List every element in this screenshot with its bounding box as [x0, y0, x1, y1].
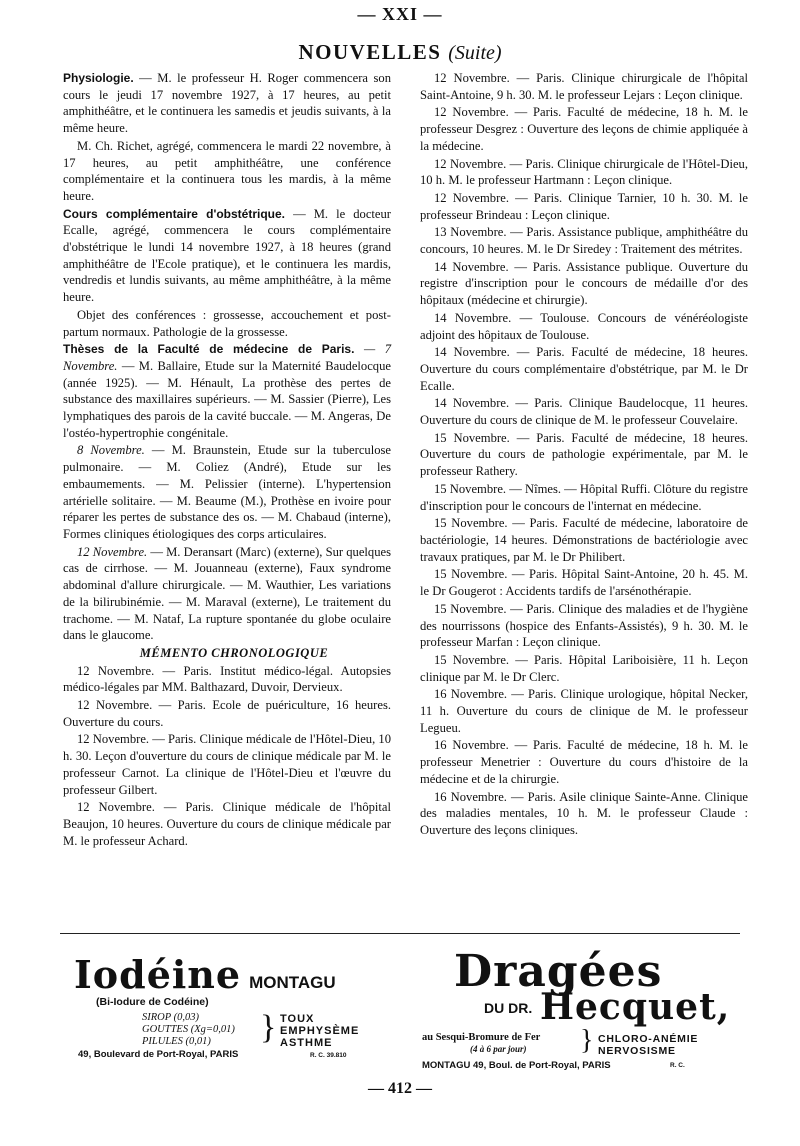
memento-item: 14 Novembre. — Toulouse. Concours de vénéréologiste adjoint des hôpitaux de Toulouse.	[420, 310, 748, 342]
advertisement-iodeine	[74, 952, 394, 1077]
memento-item: 12 Novembre. — Paris. Faculté de médecine, 18 h. M. le professeur Desgrez : Ouverture des leçons de chimie appliquée à la médecine.	[420, 105, 748, 153]
news-physiologie	[63, 70, 391, 137]
left-column	[63, 70, 391, 850]
date-label: 8 Novembre.	[77, 443, 145, 458]
news-theses	[63, 341, 391, 441]
paragraph-text: — M. Braunstein, Etude sur la tuberculose pulmonaire. — M. Coliez (André), Etude sur les embaumements. — M. Pelissier (interne). L'hypertension artérielle solitaire. — M. Beaume (M.), Prothèse en ivoire pour réparer les pertes de substance des os. — M. Chabaud (interne), Formes cliniques étiologiques des corps articulaires.	[63, 443, 391, 541]
paragraph-text: — M. Deransart (Marc) (externe), Sur quelques cas de cirrhose. — M. Jouanneau (externe), Faux syndrome abdominal d'allure chirurgicale. — M. Wauthier, Les variations de la bilirubinémie. — M. Maraval (externe), Le traitement du trachome. — M. Nataf, La rupture spontanée du globe oculaire dans le glaucome.	[63, 544, 391, 643]
ad-indications	[280, 1013, 359, 1049]
memento-item: 16 Novembre. — Paris. Asile clinique Sainte-Anne. Clinique des maladies mentales, 10 h. M. le professeur Claude : Ouverture des leçons cliniques.	[420, 789, 748, 837]
news-richet: M. Ch. Richet, agrégé, commencera le mardi 22 novembre, à 17 heures, au petit amphithéâtre, une conférence complémentaire et la continuera tous les mardis, à la même heure.	[63, 138, 391, 203]
section-heading: Physiologie.	[63, 71, 134, 85]
right-column	[420, 70, 748, 840]
memento-item: 12 Novembre. — Paris. Clinique chirurgicale de l'Hôtel-Dieu, 10 h. M. le professeur Hartmann : Leçon clinique.	[420, 156, 748, 188]
memento-item: 12 Novembre. — Paris. Clinique Tarnier, 10 h. 30. M. le professeur Brindeau : Leçon clinique.	[420, 190, 748, 222]
paragraph-text: — M. Ballaire, Etude sur la Maternité Baudelocque (année 1925). — M. Hénault, La prothèse des pertes de substance des maxillaires supérieurs. — M. Sassier (Pierre), Les lymphatiques des parois de la cavité buccale. — M. Angeras, De l'ostéo-hypertrophie congénitale.	[63, 358, 391, 440]
news-conferences: Objet des conférences : grossesse, accouchement et post-partum normaux. Pathologie de la grossesse.	[63, 307, 391, 339]
brace-icon: }	[260, 1009, 277, 1046]
ad-form-item: SIROP (0,03)	[142, 1012, 199, 1023]
date-label: 12 Novembre.	[77, 544, 148, 559]
ad-forms	[142, 1012, 235, 1048]
ad-maker: MONTAGU	[249, 973, 336, 992]
paragraph-text: — M. le professeur H. Roger commencera son cours le jeudi 17 novembre 1927, à 17 heures, au petit amphithéâtre, et le continuera les samedis et jeudis suivants, à la même heure.	[63, 71, 391, 136]
memento-item: 15 Novembre. — Paris. Hôpital Saint-Antoine, 20 h. 45. M. le Dr Gougerot : Accidents tardifs de l'arsénothérapie.	[420, 567, 748, 599]
ad-form-item: GOUTTES (Xg=0,01)	[142, 1024, 235, 1035]
title-main: NOUVELLES	[298, 40, 442, 64]
memento-heading: MÉMENTO CHRONOLOGIQUE	[139, 645, 329, 660]
brace-icon: }	[580, 1025, 594, 1056]
ad-indication: ASTHME	[280, 1037, 333, 1049]
ad-rc: R. C.	[670, 1062, 685, 1069]
page-roman-numeral: — XXI —	[357, 4, 443, 24]
title-suffix: (Suite)	[448, 42, 502, 64]
ad-line: au Sesqui-Bromure de Fer	[422, 1032, 541, 1043]
memento-item: 12 Novembre. — Paris. Clinique médicale de l'Hôtel-Dieu, 10 h. 30. Leçon d'ouverture du cours de clinique médicale par M. le professeur Carnot. La clinique de l'Hôtel-Dieu et l'œuvre du professeur Gilbert.	[63, 732, 391, 797]
memento-item: 12 Novembre. — Paris. Clinique médicale de l'hôpital Beaujon, 10 heures. Ouverture du cours de clinique médicale par M. le professeur Achard.	[63, 800, 391, 848]
ad-indications	[598, 1033, 698, 1057]
page-number: — 412 —	[368, 1080, 432, 1097]
memento-item: 14 Novembre. — Paris. Clinique Baudelocque, 11 heures. Ouverture du cours de clinique de M. le professeur Couvelaire.	[420, 396, 748, 428]
ad-du-dr: DU DR.	[484, 1000, 533, 1016]
news-theses-8-nov	[63, 442, 391, 542]
ad-indication: TOUX	[280, 1013, 315, 1025]
ad-address: 49, Boulevard de Port-Royal, PARIS	[78, 1049, 239, 1060]
ad-indication: EMPHYSÈME	[280, 1025, 360, 1037]
news-obstetrique	[63, 206, 391, 306]
advertisement-divider	[60, 933, 740, 934]
memento-item: 16 Novembre. — Paris. Faculté de médecine, 18 h. M. le professeur Menetrier : Ouverture du cours d'histoire de la médecine et de la chirurgie.	[420, 738, 748, 786]
memento-item: 15 Novembre. — Paris. Faculté de médecine, laboratoire de bactériologie, 14 heures. Démonstrations de bactériologie avec travaux pratiques, par M. le Dr Philibert.	[420, 516, 748, 564]
advertisement-dragees	[420, 946, 750, 1077]
section-heading: Cours complémentaire d'obstétrique.	[63, 206, 286, 221]
memento-item: 15 Novembre. — Nîmes. — Hôpital Ruffi. Clôture du registre d'inscription pour le concours de l'internat en médecine.	[420, 481, 748, 513]
ad-brand: Dragées	[454, 946, 663, 997]
page-title	[0, 40, 800, 65]
ad-doctor-name: Hecquet,	[540, 986, 731, 1028]
memento-item: 12 Novembre. — Paris. Ecole de puériculture, 16 heures. Ouverture du cours.	[63, 698, 391, 729]
ad-address: MONTAGU 49, Boul. de Port-Royal, PARIS	[422, 1060, 611, 1071]
memento-item: 13 Novembre. — Paris. Assistance publique, amphithéâtre du concours, 10 heures. M. le Dr Siredey : Traitement des métrites.	[420, 225, 748, 257]
memento-item: 15 Novembre. — Paris. Faculté de médecine, 18 heures. Ouverture du cours de pathologie expérimentale, par M. le professeur Rathery.	[420, 430, 748, 479]
ad-form-item: PILULES (0,01)	[142, 1036, 211, 1047]
memento-item: 16 Novembre. — Paris. Clinique urologique, hôpital Necker, 11 h. Ouverture du cours de clinique de M. le professeur Legueu.	[420, 687, 748, 735]
ad-indication: NERVOSISME	[598, 1045, 676, 1057]
memento-item: 14 Novembre. — Paris. Assistance publique. Ouverture du registre d'inscription pour le concours de médaille d'or des hôpitaux (médecine et chirurgie).	[420, 259, 748, 308]
ad-dosage: (4 à 6 par jour)	[470, 1044, 527, 1054]
ad-rc: R. C. 39.810	[310, 1052, 347, 1059]
memento-item: 14 Novembre. — Paris. Faculté de médecine, 18 heures. Ouverture du cours complémentaire d'obstétrique, par M. le Dr Ecalle.	[420, 345, 748, 393]
memento-item: 15 Novembre. — Paris. Clinique des maladies et de l'hygiène des nourrissons (hospice des Enfants-Assistés), 9 h. 30. M. le professeur Marfan : Leçon clinique.	[420, 601, 748, 650]
ad-indication: CHLORO-ANÉMIE	[598, 1033, 699, 1045]
memento-item: 12 Novembre. — Paris. Institut médico-légal. Autopsies médico-légales par MM. Balthazard, Duvoir, Dervieux.	[63, 663, 391, 695]
paragraph-text: — M. le docteur Ecalle, agrégé, commencera le cours complémentaire d'obstétrique le lundi 14 novembre 1927, à 18 heures (grand amphithéâtre de l'Ecole pratique), et le continuera les mardis, vendredis et lundis suivants, au même amphithéâtre, à la même heure.	[63, 206, 391, 305]
ad-subtitle: (Bi-Iodure de Codéine)	[96, 996, 209, 1008]
news-theses-12-nov	[63, 544, 391, 644]
date-label: — 7 Novembre.	[63, 342, 391, 373]
memento-item: 12 Novembre. — Paris. Clinique chirurgicale de l'hôpital Saint-Antoine, 9 h. 30. M. le professeur Lejars : Leçon clinique.	[420, 71, 748, 102]
ad-brand: Iodéine	[74, 952, 242, 997]
memento-item: 15 Novembre. — Paris. Hôpital Lariboisière, 11 h. Leçon clinique par M. le Dr Clerc.	[420, 652, 748, 684]
section-heading: Thèses de la Faculté de médecine de Paris.	[63, 342, 355, 357]
